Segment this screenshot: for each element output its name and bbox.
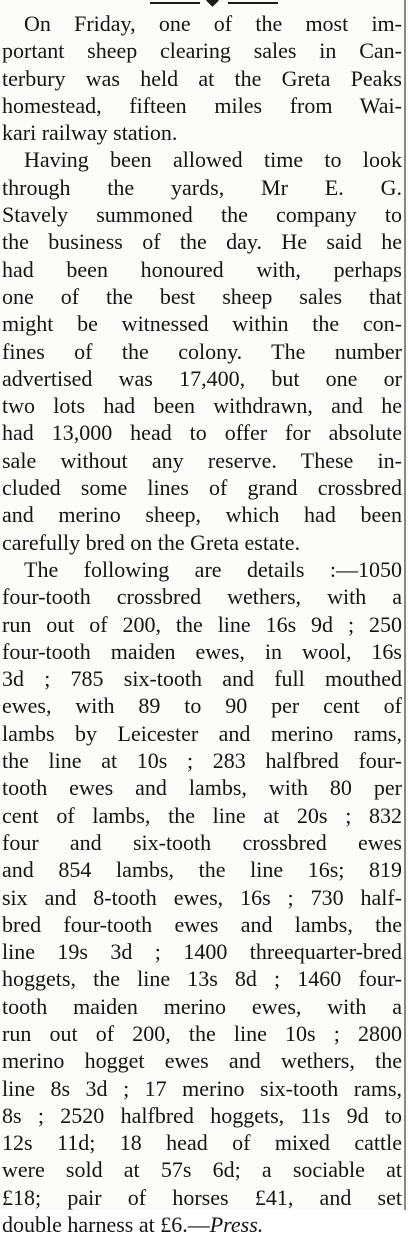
text-line: four and six-tooth crossbred ewes [2,829,402,855]
text-line: homestead, fifteen miles from Wai- [2,92,402,118]
text-line: merino hogget ewes and wethers, the [2,1048,402,1074]
column-top-ornament [150,0,278,8]
text-line: sale without any reserve. These in- [2,447,402,473]
text-line: tooth maiden merino ewes, with a [2,993,402,1019]
text-line: hoggets, the line 13s 8d ; 1460 four- [2,966,402,992]
text-line: advertised was 17,400, but one or [2,365,402,391]
text-line: terbury was held at the Greta Peaks [2,65,402,91]
paragraph-1 [2,10,402,146]
text-line: two lots had been withdrawn, and he [2,393,402,419]
text-line: line 19s 3d ; 1400 threequarter-bred [2,939,402,965]
text-line: portant sheep clearing sales in Can- [2,38,402,64]
text-line: fines of the colony. The number [2,338,402,364]
text-line: Having been allowed time to look [24,147,402,173]
article-body [2,10,402,1238]
text-line: one of the best sheep sales that [2,283,402,309]
final-text-line [2,1211,402,1238]
text-line: 12s 11d; 18 head of mixed cattle [2,1130,402,1156]
text-line: carefully bred on the Greta estate. [2,529,301,555]
text-line: Stavely summoned the company to [2,202,402,228]
text-line: the business of the day. He said he [2,229,402,255]
text-line: through the yards, Mr E. G. [2,174,402,200]
text-line: 8s ; 2520 halfbred hoggets, 11s 9d to [2,1102,402,1128]
text-line: £18; pair of horses £41, and set [2,1184,402,1210]
text-line: tooth ewes and lambs, with 80 per [2,775,402,801]
text-line: run out of 200, the line 10s ; 2800 [2,1020,402,1046]
text-line: lambs by Leicester and merino rams, [2,720,402,746]
text-line: The following are details :—1050 [24,556,402,582]
ornament-rule-right [228,2,278,4]
text-line: the line at 10s ; 283 halfbred four- [2,748,402,774]
text-line: had 13,000 head to offer for absolute [2,420,402,446]
text-line: and 854 lambs, the line 16s; 819 [2,857,402,883]
ornament-rule-left [150,2,200,4]
text-line: four-tooth maiden ewes, in wool, 16s [2,638,402,664]
ornament-diamond-icon [206,0,219,7]
text-line: cent of lambs, the line at 20s ; 832 [2,802,402,828]
text-line: On Friday, one of the most im- [24,11,402,36]
text-line: cluded some lines of grand crossbred [2,475,402,501]
text-line: might be witnessed within the con- [2,311,402,337]
text-line: line 8s 3d ; 17 merino six-tooth rams, [2,1075,402,1101]
text-line: six and 8-tooth ewes, 16s ; 730 half- [2,884,402,910]
text-line: ewes, with 89 to 90 per cent of [2,693,402,719]
final-line-text: double harness at £6.— [2,1212,210,1238]
text-line: 3d ; 785 six-tooth and full mouthed [2,666,402,692]
text-line: bred four-tooth ewes and lambs, the [2,911,402,937]
paragraph-3 [2,556,402,1238]
text-line: four-tooth crossbred wethers, with a [2,584,402,610]
text-line: run out of 200, the line 16s 9d ; 250 [2,611,402,637]
paragraph-2 [2,146,402,555]
text-line: were sold at 57s 6d; a sociable at [2,1157,402,1183]
column-divider-rule [404,0,406,1210]
source-credit: Press. [209,1212,264,1238]
text-line: kari railway station. [2,120,178,146]
text-line: and merino sheep, which had been [2,502,402,528]
text-line: had been honoured with, perhaps [2,256,402,282]
